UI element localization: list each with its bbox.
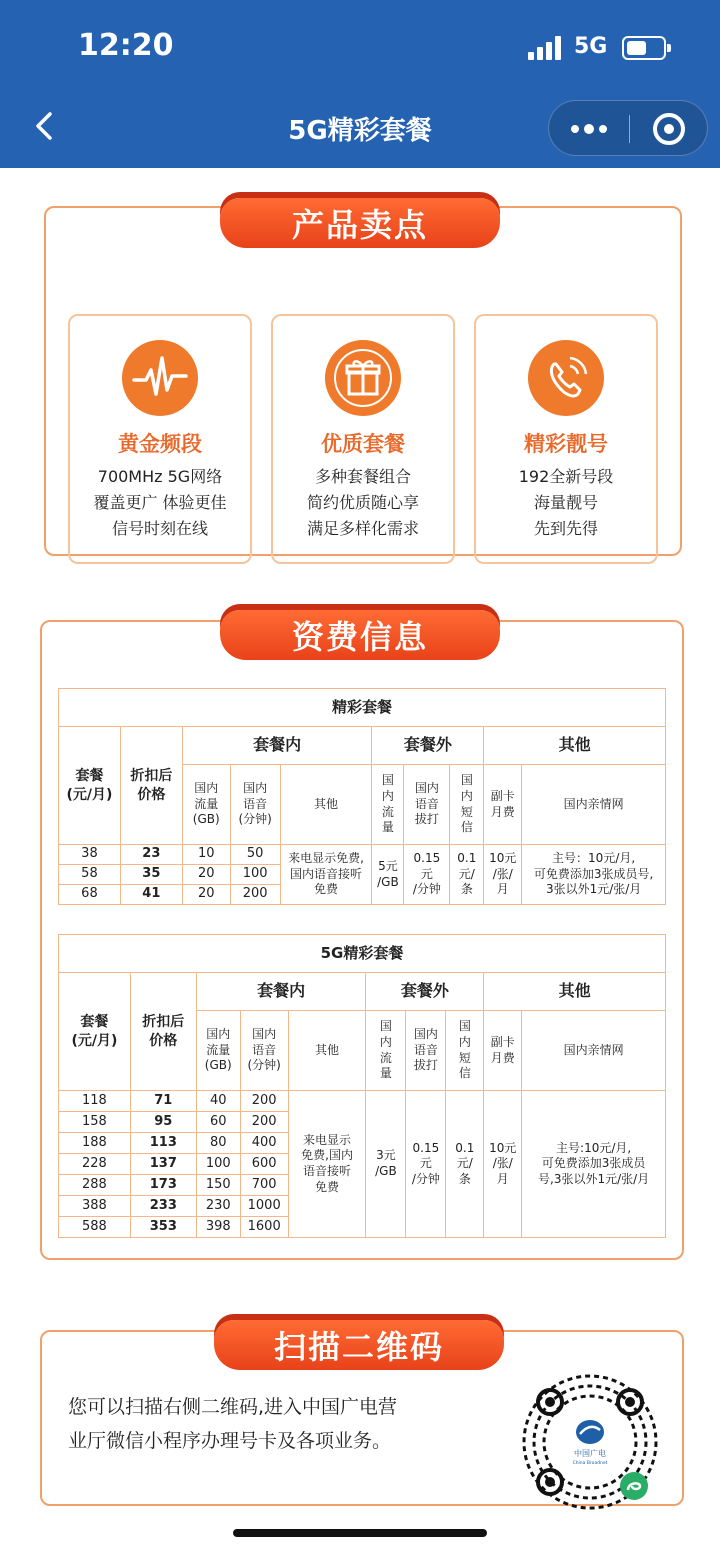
cell-data: 150 — [196, 1175, 240, 1196]
feature-card — [68, 314, 252, 564]
cell-data: 20 — [182, 885, 230, 905]
cell-other: 来电显示免费,国内语音接听免费 — [280, 845, 372, 905]
cell-voice: 1000 — [240, 1196, 288, 1217]
banner-title: 产品卖点 — [291, 206, 428, 244]
section-banner — [220, 610, 500, 660]
header-out-sms: 国 内 短 信 — [450, 765, 484, 845]
feature-title: 黄金频段 — [118, 432, 202, 456]
header-family: 国内亲情网 — [522, 1011, 666, 1091]
home-indicator[interactable] — [233, 1529, 487, 1537]
poster-content — [0, 168, 720, 1558]
status-bar — [0, 0, 720, 90]
feature-line: 简约优质随心享 — [306, 493, 419, 512]
cell-voice: 700 — [240, 1175, 288, 1196]
header-out-group: 套餐外 — [366, 973, 484, 1011]
feature-line: 海量靓号 — [533, 493, 598, 512]
phone-icon — [528, 340, 604, 416]
waveform-icon — [122, 340, 198, 416]
cell-sub-card: 10元 /张/ 月 — [484, 1091, 522, 1238]
feature-line: 先到先得 — [533, 519, 598, 538]
header-family: 国内亲情网 — [522, 765, 666, 845]
fee-table-2 — [58, 934, 666, 1238]
cell-price: 118 — [59, 1091, 131, 1112]
cell-out-voice: 0.15 元 /分钟 — [406, 1091, 446, 1238]
cell-price: 188 — [59, 1133, 131, 1154]
header-voice: 国内 语音 (分钟) — [230, 765, 280, 845]
header-data: 国内 流量 (GB) — [182, 765, 230, 845]
feature-title: 精彩靓号 — [524, 432, 608, 456]
cell-price: 38 — [59, 845, 121, 865]
header-other-group: 其他 — [484, 727, 666, 765]
cell-out-sms: 0.1 元/ 条 — [446, 1091, 484, 1238]
battery-icon — [622, 36, 666, 60]
cell-other: 来电显示 免费,国内 语音接听 免费 — [288, 1091, 366, 1238]
cell-discount: 233 — [130, 1196, 196, 1217]
cell-price: 388 — [59, 1196, 131, 1217]
cell-discount: 95 — [130, 1112, 196, 1133]
cell-discount: 71 — [130, 1091, 196, 1112]
status-time: 12:20 — [78, 28, 174, 63]
signal-icon — [528, 36, 562, 60]
cell-data: 80 — [196, 1133, 240, 1154]
mini-program-capsule — [548, 100, 708, 156]
banner-title: 资费信息 — [291, 618, 428, 656]
cell-data: 230 — [196, 1196, 240, 1217]
cell-data: 100 — [196, 1154, 240, 1175]
capsule-divider — [629, 115, 630, 143]
feature-title: 优质套餐 — [321, 432, 405, 456]
cell-voice: 200 — [230, 885, 280, 905]
header-out-sms: 国 内 短 信 — [446, 1011, 484, 1091]
feature-card — [271, 314, 455, 564]
header-other-group: 其他 — [484, 973, 666, 1011]
feature-line: 多种套餐组合 — [314, 467, 411, 486]
more-dots-icon[interactable] — [549, 101, 629, 157]
header-out-data: 国 内 流 量 — [366, 1011, 406, 1091]
cell-out-sms: 0.1 元/ 条 — [450, 845, 484, 905]
feature-line: 信号时刻在线 — [111, 519, 208, 538]
header-package: 套餐 (元/月) — [59, 973, 131, 1091]
cell-data: 40 — [196, 1091, 240, 1112]
cell-family: 主号：10元/月, 可免费添加3张成员号, 3张以外1元/张/月 — [522, 845, 666, 905]
network-type: 5G — [574, 34, 608, 59]
cell-data: 20 — [182, 865, 230, 885]
header-in-group: 套餐内 — [182, 727, 372, 765]
gift-icon — [325, 340, 401, 416]
header-sub-card: 副卡 月费 — [484, 765, 522, 845]
feature-line: 192全新号段 — [518, 467, 614, 486]
cell-voice: 200 — [240, 1112, 288, 1133]
cell-discount: 41 — [120, 885, 182, 905]
feature-card — [474, 314, 658, 564]
header-out-group: 套餐外 — [372, 727, 484, 765]
feature-line: 覆盖更广 体验更佳 — [93, 493, 227, 512]
cell-voice: 1600 — [240, 1217, 288, 1238]
fee-table-1 — [58, 688, 666, 905]
header-other: 其他 — [288, 1011, 366, 1091]
header-data: 国内 流量 (GB) — [196, 1011, 240, 1091]
qr-description: 您可以扫描右侧二维码,进入中国广电营 — [68, 1396, 398, 1418]
header-out-voice: 国内 语音 拔打 — [404, 765, 450, 845]
cell-voice: 100 — [230, 865, 280, 885]
banner-title: 扫描二维码 — [273, 1328, 444, 1366]
cell-discount: 35 — [120, 865, 182, 885]
target-close-icon[interactable] — [653, 113, 685, 145]
features-panel — [44, 206, 682, 556]
qr-description: 业厅微信小程序办理号卡及各项业务。 — [68, 1430, 392, 1452]
table-title: 精彩套餐 — [59, 689, 666, 727]
cell-discount: 23 — [120, 845, 182, 865]
qr-logo-text: 中国广电 — [574, 1449, 606, 1458]
cell-sub-card: 10元 /张/ 月 — [484, 845, 522, 905]
header-discount: 折扣后 价格 — [120, 727, 182, 845]
cell-discount: 137 — [130, 1154, 196, 1175]
cell-price: 158 — [59, 1112, 131, 1133]
cell-voice: 400 — [240, 1133, 288, 1154]
mini-program-qr-code[interactable] — [518, 1370, 662, 1514]
cell-price: 288 — [59, 1175, 131, 1196]
cell-data: 60 — [196, 1112, 240, 1133]
feature-line: 满足多样化需求 — [306, 519, 419, 538]
header-package: 套餐 (元/月) — [59, 727, 121, 845]
cell-discount: 353 — [130, 1217, 196, 1238]
cell-data: 10 — [182, 845, 230, 865]
section-banner — [214, 1320, 504, 1370]
header-sub-card: 副卡 月费 — [484, 1011, 522, 1091]
header-out-data: 国 内 流 量 — [372, 765, 404, 845]
qr-logo-sub: China Broadnet — [572, 1461, 608, 1466]
cell-voice: 600 — [240, 1154, 288, 1175]
section-banner — [220, 198, 500, 248]
cell-price: 68 — [59, 885, 121, 905]
header-out-voice: 国内 语音 拔打 — [406, 1011, 446, 1091]
cell-price: 588 — [59, 1217, 131, 1238]
header-other: 其他 — [280, 765, 372, 845]
header-discount: 折扣后 价格 — [130, 973, 196, 1091]
cell-price: 58 — [59, 865, 121, 885]
table-title: 5G精彩套餐 — [59, 935, 666, 973]
header-in-group: 套餐内 — [196, 973, 366, 1011]
page-title: 5G精彩套餐 — [288, 116, 432, 146]
cell-voice: 50 — [230, 845, 280, 865]
cell-discount: 173 — [130, 1175, 196, 1196]
header-voice: 国内 语音 (分钟) — [240, 1011, 288, 1091]
cell-out-data: 5元 /GB — [372, 845, 404, 905]
battery-level — [627, 41, 646, 55]
cell-out-voice: 0.15 元 /分钟 — [404, 845, 450, 905]
cell-discount: 113 — [130, 1133, 196, 1154]
feature-line: 700MHz 5G网络 — [97, 467, 223, 486]
cell-data: 398 — [196, 1217, 240, 1238]
cell-family: 主号:10元/月, 可免费添加3张成员 号,3张以外1元/张/月 — [522, 1091, 666, 1238]
cell-out-data: 3元 /GB — [366, 1091, 406, 1238]
cell-voice: 200 — [240, 1091, 288, 1112]
nav-bar — [0, 90, 720, 168]
cell-price: 228 — [59, 1154, 131, 1175]
fees-panel — [40, 620, 684, 1260]
